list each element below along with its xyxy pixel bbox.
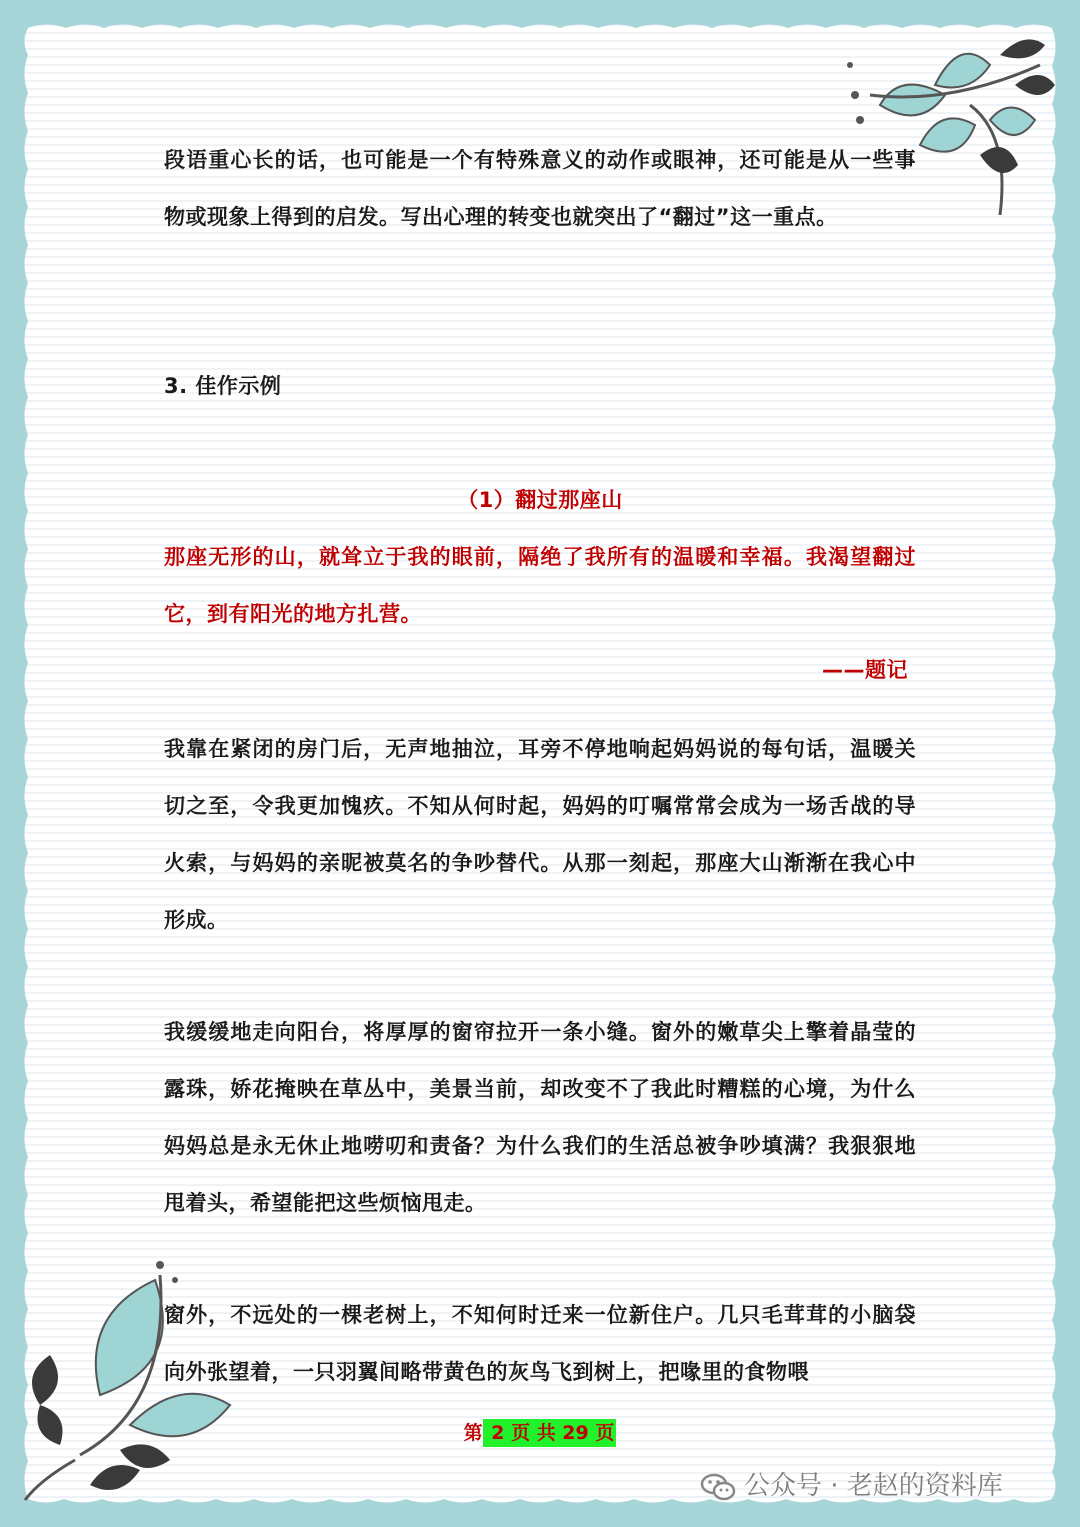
page-number [0, 1418, 1080, 1445]
watermark-text: 公众号 · 老赵的资料库 [744, 1471, 1003, 1501]
paragraph-2: 我缓缓地走向阳台，将厚厚的窗帘拉开一条小缝。窗外的嫩草尖上擎着晶莹的露珠，娇花掩映在草丛中，美景当前，却改变不了我此时糟糕的心境，为什么妈妈总是永无休止地唠叨和责备？为什么我们的生活总被争吵填满？我狠狠地甩着头，希望能把这些烦恼甩走。 [164, 1020, 916, 1215]
section-heading: 3. 佳作示例 [164, 374, 282, 398]
page-number-highlight: 2 页 共 29 页 [483, 1419, 617, 1447]
paragraph-1: 我靠在紧闭的房门后，无声地抽泣，耳旁不停地响起妈妈说的每句话，温暖关切之至，令我更加愧疚。不知从何时起，妈妈的叮嘱常常会成为一场舌战的导火索，与妈妈的亲昵被莫名的争吵替代。从那一刻起，那座大山渐渐在我心中形成。 [164, 737, 916, 932]
watermark [700, 1465, 1003, 1502]
paragraph-3: 窗外，不远处的一棵老树上，不知何时迁来一位新住户。几只毛茸茸的小脑袋向外张望着，一只羽翼间略带黄色的灰鸟飞到树上，把喙里的食物喂 [164, 1303, 916, 1384]
essay-title: （1）翻过那座山 [457, 488, 623, 512]
page-number-prefix: 第 [463, 1422, 483, 1444]
paragraph-continued: 段语重心长的话，也可能是一个有特殊意义的动作或眼神，还可能是从一些事物或现象上得到的启发。写出心理的转变也就突出了“翻过”这一重点。 [164, 148, 916, 229]
epigraph-signature: ——题记 [822, 658, 908, 682]
epigraph: 那座无形的山，就耸立于我的眼前，隔绝了我所有的温暖和幸福。我渴望翻过它，到有阳光的地方扎营。 [164, 545, 916, 626]
wechat-icon [700, 1472, 736, 1502]
